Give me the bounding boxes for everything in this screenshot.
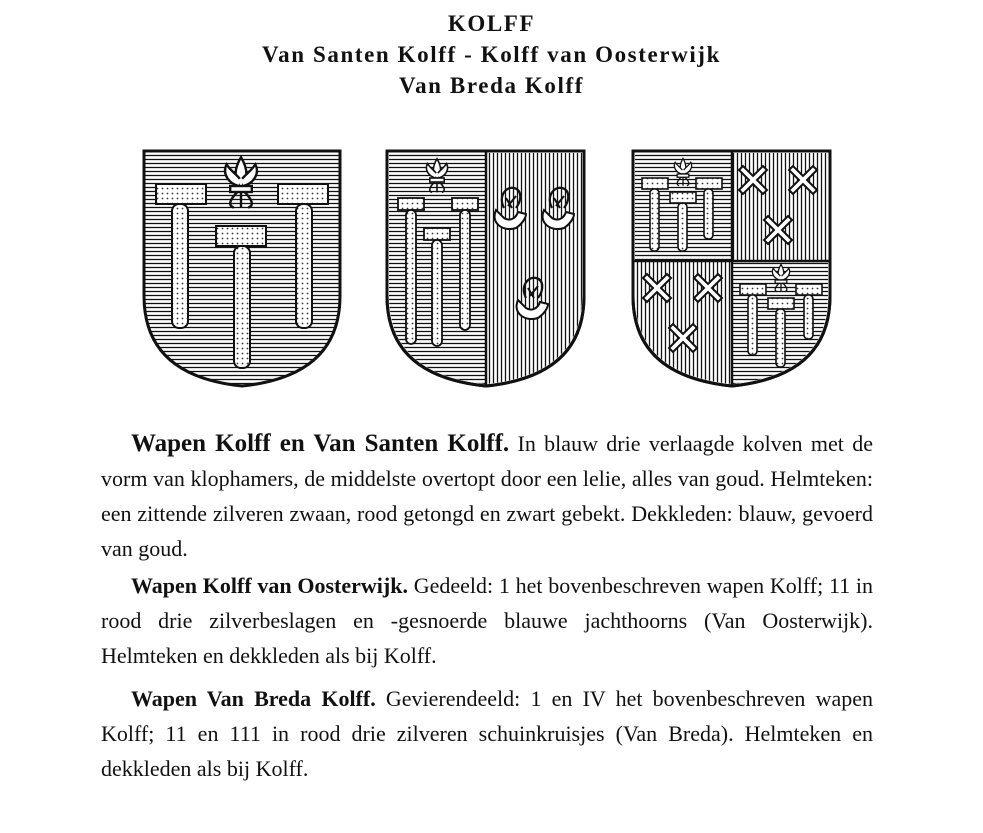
- paragraph-breda-body: Gevierendeeld: 1 en IV het bovenbeschreven wapen Kolff; 11 en 111 in rood drie zilveren schuinkruisjes (Van Breda). Helmteken en dekkleden als bij Kolff.: [101, 686, 873, 781]
- title-branch-breda: Van Breda Kolff: [398, 73, 585, 98]
- paragraph-kolff: [101, 426, 873, 566]
- coats-of-arms: [0, 146, 983, 391]
- shields-svg: [0, 146, 983, 391]
- paragraph-kolff-heading: Wapen Kolff en Van Santen Kolff.: [131, 430, 510, 457]
- paragraph-breda: [101, 681, 873, 786]
- paragraph-oosterwijk-body: Gedeeld: 1 het bovenbeschreven wapen Kolff; 11 in rood drie zilverbeslagen en -gesnoerde blauwe jachthoorns (Van Oosterwijk). Helmteken en dekkleden als bij Kolff.: [101, 573, 874, 668]
- page-header: [0, 8, 983, 101]
- title-family: KOLFF: [447, 11, 536, 36]
- shield-van-breda-kolff: [633, 151, 830, 386]
- paragraph-kolff-body: In blauw drie verlaagde kolven met de vorm van klophamers, de middelste overtopt door een lelie, alles van goud. Helmteken: een zittende zilveren zwaan, rood getongd en zwart gebekt. Dekkleden: blauw, gevoerd van goud.: [101, 431, 873, 561]
- paragraph-oosterwijk-heading: Wapen Kolff van Oosterwijk.: [131, 573, 408, 598]
- title-branches: Van Santen Kolff - Kolff van Oosterwijk: [262, 42, 721, 67]
- shield-kolff: [144, 151, 340, 386]
- paragraph-breda-heading: Wapen Van Breda Kolff.: [131, 686, 376, 711]
- paragraph-oosterwijk: [101, 568, 873, 673]
- blazon-text: [101, 426, 873, 786]
- shield-kolff-van-oosterwijk: [387, 151, 584, 386]
